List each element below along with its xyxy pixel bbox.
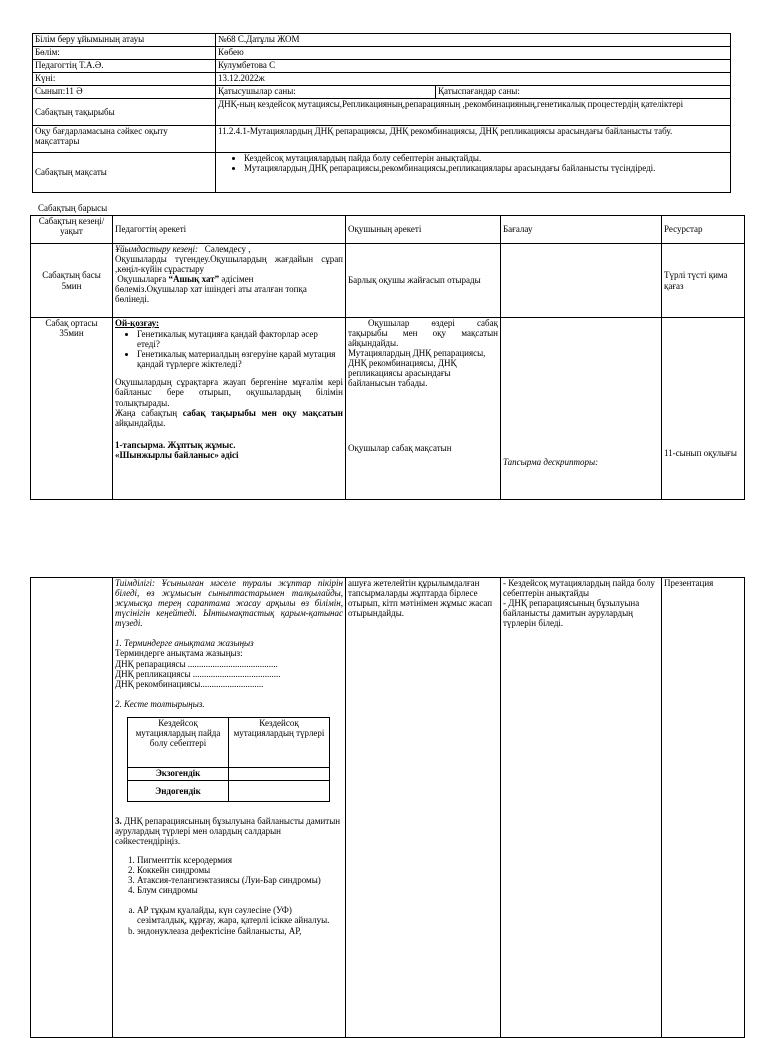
goal-item: • Мутациялардың ДНҚ репарациясы,рекомбинациясы,репликациялары арасындағы байланысты түсіндіреді. [244, 163, 728, 173]
hook-question: • Генетикалық материалдың өзгеруіне қарай мутация қандай түрлерге жіктеледі? [137, 349, 343, 369]
section-value: Көбею [216, 47, 731, 60]
hook-title: Ой-қозғау: [115, 318, 159, 328]
header-stage: Сабақтың кезеңі/ уақыт [31, 216, 113, 244]
topic-value: ДНҚ-ның кездейсоқ мутациясы,Репликацияның,репарацияның ,рекомбинацияның,генетикалық процестердің қателіктері [216, 99, 731, 126]
present-count-label: Қатысушылар саны: [216, 86, 436, 99]
org-label: Білім беру ұйымының атауы [33, 34, 216, 47]
org-value: №68 С.Датұлы ЖОМ [216, 34, 731, 47]
resources-middle [662, 318, 745, 500]
task-3-text: ДНҚ репарациясының бұзылуына байланысты дамитын аурулардың түрлері мен олардың салдарын сәйкестендіріңіз. [115, 815, 341, 847]
mutation-table-row-label: Экзогендік [128, 767, 229, 780]
student-task-text: ашуға жетелейтін құрылымдалған тапсырмаларды жұптарда бірлесе отырып, кітп мәтінімен жұмыс жасап отырындайды. [348, 578, 493, 619]
method-intro: Оқушыларға [117, 274, 167, 285]
new-lesson-text: Жаңа сабақтың [115, 407, 178, 418]
mutation-table-header: Кездейсоқ мутациялардың пайда болу себептері [128, 717, 229, 767]
teacher-action-cont [113, 578, 346, 1038]
assessment-middle [501, 318, 662, 500]
resources-cont: Презентация [662, 578, 745, 1038]
attendance-text: Оқушыларды түгендеу.Оқушылардың жағдайын сұрап ,көңіл-күйін сұрастыру [115, 254, 343, 275]
task-3-number: 3. [115, 815, 122, 826]
new-lesson-suffix: айқындайды. [115, 417, 166, 428]
method-name: “Ашық хат” [168, 274, 220, 285]
teacher-action-start [113, 244, 346, 318]
stage-middle: Сабақ ортасы 35мин [31, 318, 113, 500]
assessment-criterion: - ДНҚ репарациясының бұзылуына байланысты дамитын аурулардың түрлерін біледі. [503, 598, 640, 629]
disease-item: 4. Блум синдромы [137, 885, 343, 895]
mutation-table-row-label: Эндогендік [128, 780, 229, 801]
header-assessment: Бағалау [501, 216, 662, 244]
class-label: Сынып:11 Ә [33, 86, 216, 99]
objectives-label: Оқу бағдарламасына сәйкес оқыту мақсаттары [33, 126, 216, 153]
task-table-title: 2. Кесте толтырыңыз. [115, 698, 205, 709]
feedback-text: Оқушылардың сұрақтарға жауап бергеніне мұғалім кері байланыс бере отырып, оқушылардың білімін толықтырады. [115, 377, 343, 408]
disease-item: 2. Коккейн синдромы [137, 865, 343, 875]
hook-question: • Генетикалық мутацияға қандай факторлар әсер етеді? [137, 329, 343, 349]
mutation-table-cell [229, 767, 330, 780]
student-action-cont [346, 578, 501, 1038]
mutation-table-header: Кездейсоқ мутациялардың түрлері [229, 717, 330, 767]
task-terms-title: 1. Терминдерге анықтама жазыңыз [115, 638, 254, 649]
assessment-criterion: - Кездейсоқ мутациялардың пайда болу себептерін анықтайды [503, 578, 655, 599]
page-1 [0, 0, 768, 510]
method-suffix: әдісімен [221, 274, 254, 285]
teacher-action-middle [113, 318, 346, 500]
date-label: Күні: [33, 73, 216, 86]
header-resources: Ресурстар [662, 216, 745, 244]
lesson-progress-table [30, 215, 745, 500]
teacher-label: Педагогтің Т.А.Ә. [33, 60, 216, 73]
disease-item: 1. Пигменттік ксеродермия [137, 855, 343, 865]
student-link-text: Мутациялардың ДНҚ репарациясы, ДНҚ рекомбинациясы, ДНҚ репликациясы арасындағы байланысын табады. [348, 348, 486, 389]
date-value: 13.12.2022ж [216, 73, 731, 86]
term-line: ДНҚ репликациясы ....................................... [115, 668, 281, 679]
stage-middle-cont [31, 578, 113, 1038]
assessment-start [501, 244, 662, 318]
task-1-title: 1-тапсырма. Жұптық жұмыс. [115, 439, 236, 450]
new-lesson-bold: сабақ тақырыбы мен оқу мақсатын [182, 407, 343, 418]
header-teacher: Педагогтің әрекеті [113, 216, 346, 244]
goal-label: Сабақтың мақсаты [33, 153, 216, 193]
disease-item: 3. Атаксия-телангиэктазиясы (Луи-Бар синдромы) [137, 875, 343, 885]
org-stage-label: Ұйымдастыру кезеңі: [115, 244, 198, 254]
greeting-text: Сәлемдесу , [204, 244, 251, 254]
task-terms-sub: Терминдерге анықтама жазыңыз: [115, 648, 243, 659]
task-descriptor-label: Тапсырма дескрипторы: [503, 457, 599, 467]
topic-label: Сабақтың тақырыбы [33, 99, 216, 126]
grouping-text: бөлеміз.Оқушылар хат ішіндегі аты аталған топқа бөлінеді. [115, 284, 307, 305]
resources-start: Түрлі түсті қима қағаз [662, 244, 745, 318]
header-student: Оқушының әрекеті [346, 216, 501, 244]
section-label: Бөлім: [33, 47, 216, 60]
absent-count-label: Қатыспағандар саны: [436, 86, 731, 99]
effect-item: b. эндонуклеаза дефектісіне байланысты, АР, [137, 926, 343, 936]
effect-item: a. АР тұқым қуалайды, күн сәулесіне (УФ) сезімталдық, құрғау, жара, қатерлі ісікке айналуы. [137, 905, 343, 925]
task-1-method: «Шынжырлы байланыс» әдісі [115, 449, 239, 460]
student-goal-text: Оқушылар өздері сабақ тақырыбы мен оқу мақсатын айқындайды. [348, 318, 498, 349]
lesson-progress-table-continued [30, 577, 745, 1038]
mutation-table-cell [229, 780, 330, 801]
goal-value [216, 153, 731, 193]
student-continue-text: Оқушылар сабақ мақсатын [348, 442, 452, 453]
stage-start: Сабақтың басы 5мин [31, 244, 113, 318]
assessment-cont [501, 578, 662, 1038]
goal-item: • Кездейсоқ мутациялардың пайда болу себептерін анықтайды. [244, 153, 728, 163]
effectiveness-text: Тиімділігі: Ұсынылған мәселе туралы жұптар пікірін біледі, өз жұмысын сыныптастарымен талқылайды, жұмысқа терең сараптама жасау арқылы өз білімін, түсінігін кеңейтеді. Ынтымақтастық қарым-қатынас түзеді. [115, 578, 343, 629]
term-line: ДНҚ репарациясы ........................................ [115, 658, 278, 669]
progress-title: Сабақтың барысы [38, 203, 108, 213]
student-action-middle [346, 318, 501, 500]
mutation-table [127, 717, 330, 802]
lesson-info-table [32, 33, 731, 193]
objectives-value: 11.2.4.1-Мутациялардың ДНҚ репарациясы, ДНҚ рекомбинациясы, ДНҚ репликациясы арасындағы байланысты табу. [216, 126, 731, 153]
textbook-resource: 11-сынып оқулығы [664, 448, 737, 458]
student-action-start: Барлық оқушы жайғасып отырады [346, 244, 501, 318]
teacher-value: Кулумбетова С [216, 60, 731, 73]
page-2 [0, 574, 768, 1024]
term-line: ДНҚ рекомбинациясы............................ [115, 678, 264, 689]
